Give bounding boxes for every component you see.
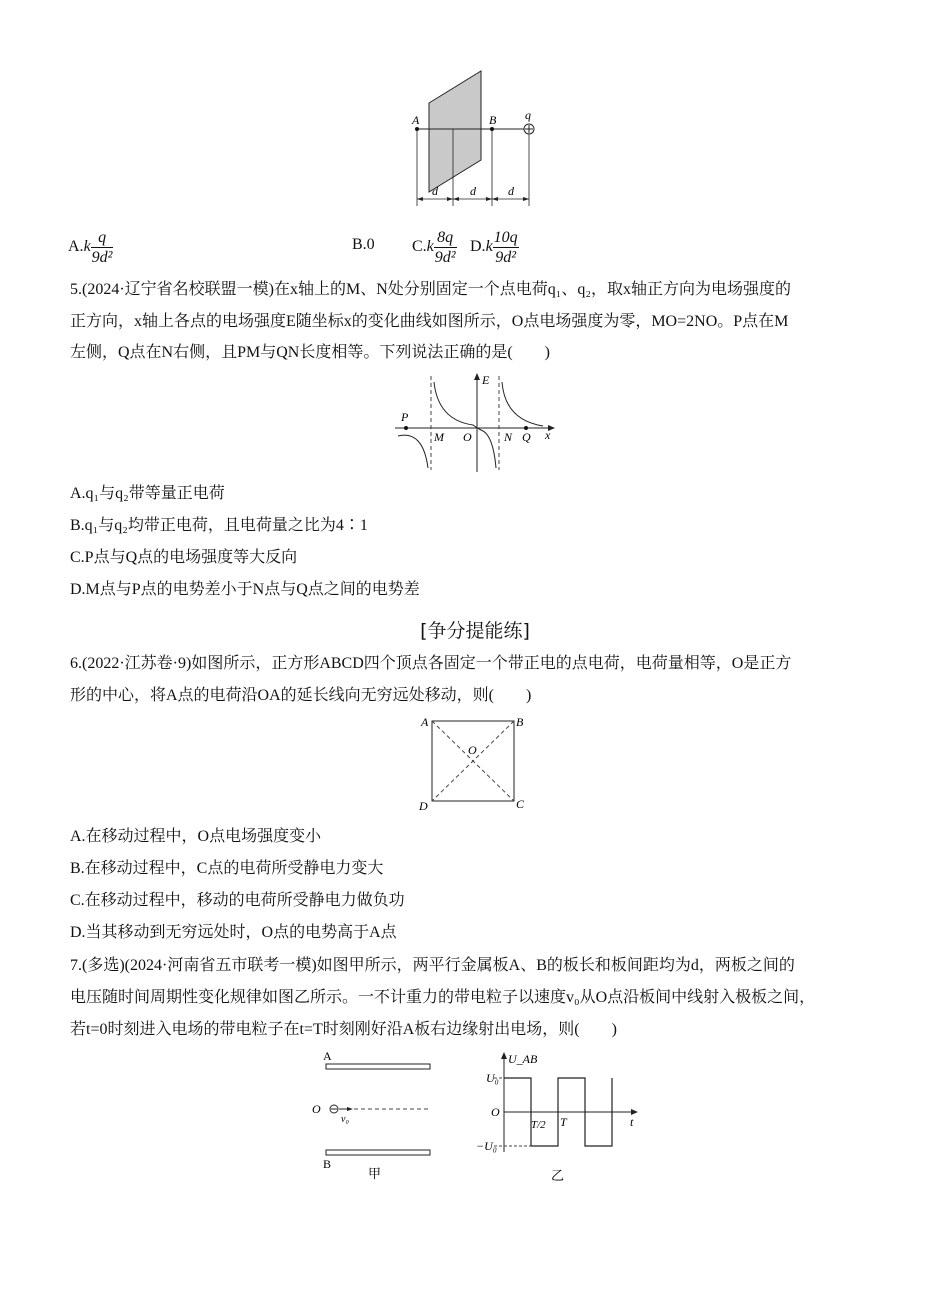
q5-option-a: A.q₁与q₂带等量正电荷 <box>70 485 225 502</box>
q5-stem-line1: 5.(2024·辽宁省名校联盟一模)在x轴上的M、N处分别固定一个点电荷q₁、q₂，取x轴正方向为电场强度的 <box>70 281 791 298</box>
q7-figure-jia <box>308 1048 438 1188</box>
q6-option-a: A.在移动过程中，O点电场强度变小 <box>70 828 322 845</box>
q5-option-c: C.P点与Q点的电场强度等大反向 <box>70 549 298 566</box>
q5-label-x: x <box>545 428 551 442</box>
q6-label-o: O <box>468 743 477 757</box>
q5-stem-line2: 正方向，x轴上各点的电场强度E随坐标x的变化曲线如图所示，O点电场强度为零，MO=2NO。P点在M <box>70 313 789 330</box>
q5-stem-line3: 左侧，Q点在N右侧，且PM与QN长度相等。下列说法正确的是( ) <box>70 344 551 361</box>
q6-figure <box>416 712 531 814</box>
q5-label-o: O <box>463 430 472 444</box>
q6-label-d: D <box>419 799 428 813</box>
q4-label-b: B <box>489 113 497 127</box>
q4-option-c: C.k $\frac{8q}{\text{9d²}}$ <box>412 229 456 266</box>
q4-figure <box>400 68 550 213</box>
q6-label-a: A <box>421 715 429 729</box>
q7-jia-label-v0: v₀ <box>341 1114 349 1125</box>
q7-yi-label-neg-u0: −U₀ <box>476 1139 497 1153</box>
q6-option-c: C.在移动过程中，移动的电荷所受静电力做负功 <box>70 892 405 909</box>
q4-label-d3: d <box>508 184 514 198</box>
q7-jia-label-b: B <box>323 1157 332 1171</box>
q6-option-d: D.当其移动到无穷远处时，O点的电势高于A点 <box>70 924 397 941</box>
q7-yi-label-t-axis: t <box>630 1115 634 1129</box>
q7-stem-line1: 7.(多选)(2024·河南省五市联考一模)如图甲所示，两平行金属板A、B的板长和板间距均为d，两板之间的 <box>70 957 795 974</box>
q5-label-q: Q <box>522 430 531 444</box>
q5-label-p: P <box>401 410 409 424</box>
q4-label-d1: d <box>432 184 438 198</box>
q5-label-e: E <box>482 373 490 387</box>
q5-figure <box>393 370 563 475</box>
q5-option-b: B.q₁与q₂均带正电荷，且电荷量之比为4∶1 <box>70 517 368 534</box>
q6-label-b: B <box>516 715 524 729</box>
q5-option-d: D.M点与P点的电势差小于N点与Q点之间的电势差 <box>70 581 420 598</box>
q4-option-a: A.k $\frac{q}{\text{9d²}}$ <box>68 229 113 266</box>
q4-label-a: A <box>412 113 420 127</box>
q7-yi-label-uab: U_AB <box>508 1052 538 1066</box>
q4-option-b: B.0 <box>352 236 375 253</box>
q7-yi-label-t: T <box>560 1115 567 1129</box>
q5-label-m: M <box>434 430 444 444</box>
q7-jia-caption: 甲 <box>368 1166 382 1181</box>
q7-stem-line3: 若t=0时刻进入电场的带电粒子在t=T时刻刚好沿A板右边缘射出电场，则( ) <box>70 1021 617 1038</box>
section-title: [争分提能练] <box>420 620 530 642</box>
q6-option-b: B.在移动过程中，C点的电荷所受静电力变大 <box>70 860 384 877</box>
q4-label-d2: d <box>470 184 476 198</box>
q4-option-d: D.k $\frac{10q}{\text{9d²}}$ <box>470 229 518 266</box>
q7-stem-line2: 电压随时间周期性变化规律如图乙所示。一不计重力的带电粒子以速度v₀从O点沿板间中线射入极板之间， <box>70 989 816 1006</box>
q6-stem-line1: 6.(2022·江苏卷·9)如图所示，正方形ABCD四个顶点各固定一个带正电的点电荷，电荷量相等，O是正方 <box>70 655 792 672</box>
q7-yi-label-o: O <box>491 1105 500 1119</box>
q4-label-q: q <box>525 108 531 122</box>
q7-jia-label-a: A <box>323 1049 332 1063</box>
q7-yi-caption: 乙 <box>551 1168 565 1183</box>
q7-yi-label-u0: U₀ <box>486 1071 499 1085</box>
q7-jia-label-o: O <box>312 1102 321 1116</box>
q6-stem-line2: 形的中心，将A点的电荷沿OA的延长线向无穷远处移动，则( ) <box>70 687 532 704</box>
q7-figure-yi <box>472 1048 647 1188</box>
q6-label-c: C <box>516 797 525 811</box>
q7-yi-label-t-half: T/2 <box>531 1119 546 1131</box>
q5-label-n: N <box>504 430 513 444</box>
